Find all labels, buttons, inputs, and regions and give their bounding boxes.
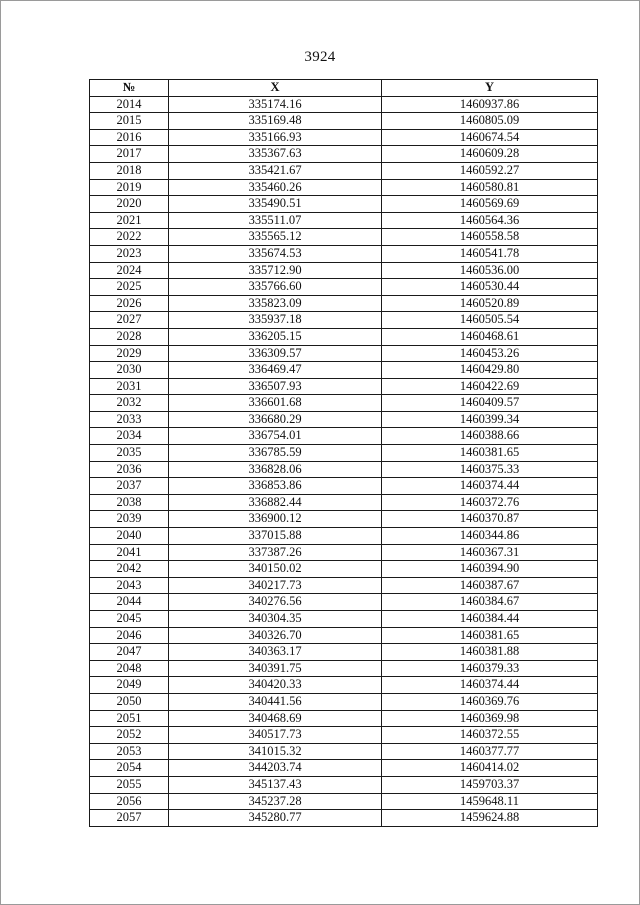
cell-y: 1460429.80 (382, 362, 598, 379)
table-row (90, 212, 598, 229)
cell-x: 340276.56 (169, 594, 382, 611)
cell-number: 2014 (90, 96, 169, 113)
cell-x: 336507.93 (169, 378, 382, 395)
table-row (90, 96, 598, 113)
cell-y: 1460505.54 (382, 312, 598, 329)
coordinates-table (89, 79, 598, 827)
table-row (90, 561, 598, 578)
table-row (90, 162, 598, 179)
cell-number: 2023 (90, 245, 169, 262)
cell-number: 2041 (90, 544, 169, 561)
cell-x: 335766.60 (169, 279, 382, 296)
cell-number: 2021 (90, 212, 169, 229)
table-row (90, 611, 598, 628)
cell-x: 335937.18 (169, 312, 382, 329)
cell-x: 336309.57 (169, 345, 382, 362)
cell-number: 2048 (90, 660, 169, 677)
table-row (90, 810, 598, 827)
cell-y: 1460381.88 (382, 644, 598, 661)
cell-y: 1460370.87 (382, 511, 598, 528)
table-row (90, 146, 598, 163)
cell-y: 1460409.57 (382, 395, 598, 412)
cell-y: 1460381.65 (382, 627, 598, 644)
cell-y: 1460387.67 (382, 577, 598, 594)
cell-number: 2027 (90, 312, 169, 329)
table-row (90, 544, 598, 561)
cell-number: 2056 (90, 793, 169, 810)
cell-y: 1460377.77 (382, 743, 598, 760)
cell-number: 2032 (90, 395, 169, 412)
cell-x: 335490.51 (169, 196, 382, 213)
cell-number: 2019 (90, 179, 169, 196)
cell-y: 1460422.69 (382, 378, 598, 395)
table-row (90, 660, 598, 677)
cell-number: 2024 (90, 262, 169, 279)
cell-number: 2038 (90, 494, 169, 511)
cell-number: 2034 (90, 428, 169, 445)
table-row (90, 727, 598, 744)
cell-number: 2025 (90, 279, 169, 296)
cell-number: 2051 (90, 710, 169, 727)
table-row (90, 776, 598, 793)
cell-number: 2043 (90, 577, 169, 594)
cell-x: 335166.93 (169, 129, 382, 146)
cell-x: 345237.28 (169, 793, 382, 810)
table-row (90, 644, 598, 661)
page-number: 3924 (304, 49, 336, 65)
cell-number: 2037 (90, 478, 169, 495)
cell-y: 1460367.31 (382, 544, 598, 561)
table-row (90, 245, 598, 262)
cell-number: 2029 (90, 345, 169, 362)
table-header-row (90, 80, 598, 97)
table-row (90, 594, 598, 611)
cell-x: 337015.88 (169, 528, 382, 545)
cell-y: 1460414.02 (382, 760, 598, 777)
table-row (90, 362, 598, 379)
table-row (90, 677, 598, 694)
cell-y: 1460564.36 (382, 212, 598, 229)
cell-y: 1460569.69 (382, 196, 598, 213)
table-row (90, 743, 598, 760)
cell-x: 335421.67 (169, 162, 382, 179)
cell-x: 336601.68 (169, 395, 382, 412)
cell-y: 1459624.88 (382, 810, 598, 827)
cell-number: 2050 (90, 693, 169, 710)
cell-number: 2015 (90, 113, 169, 130)
table-body (90, 96, 598, 826)
cell-x: 336785.59 (169, 445, 382, 462)
cell-number: 2039 (90, 511, 169, 528)
table-row (90, 494, 598, 511)
cell-x: 335367.63 (169, 146, 382, 163)
cell-x: 335169.48 (169, 113, 382, 130)
cell-x: 340391.75 (169, 660, 382, 677)
table-row (90, 627, 598, 644)
cell-number: 2057 (90, 810, 169, 827)
cell-number: 2049 (90, 677, 169, 694)
cell-number: 2047 (90, 644, 169, 661)
cell-x: 336469.47 (169, 362, 382, 379)
cell-x: 340441.56 (169, 693, 382, 710)
cell-x: 336900.12 (169, 511, 382, 528)
cell-number: 2031 (90, 378, 169, 395)
cell-x: 341015.32 (169, 743, 382, 760)
cell-x: 335460.26 (169, 179, 382, 196)
table-row (90, 577, 598, 594)
cell-y: 1460937.86 (382, 96, 598, 113)
header-number: № (90, 80, 169, 97)
cell-y: 1460388.66 (382, 428, 598, 445)
cell-y: 1460381.65 (382, 445, 598, 462)
cell-x: 335823.09 (169, 295, 382, 312)
table-row (90, 461, 598, 478)
header-y: Y (382, 80, 598, 97)
cell-y: 1460536.00 (382, 262, 598, 279)
cell-number: 2036 (90, 461, 169, 478)
cell-number: 2018 (90, 162, 169, 179)
cell-y: 1460530.44 (382, 279, 598, 296)
table-row (90, 345, 598, 362)
cell-number: 2017 (90, 146, 169, 163)
cell-number: 2030 (90, 362, 169, 379)
cell-x: 345137.43 (169, 776, 382, 793)
cell-x: 340468.69 (169, 710, 382, 727)
table-row (90, 295, 598, 312)
cell-x: 340326.70 (169, 627, 382, 644)
cell-y: 1460609.28 (382, 146, 598, 163)
cell-y: 1460558.58 (382, 229, 598, 246)
table-row (90, 395, 598, 412)
cell-number: 2055 (90, 776, 169, 793)
table-row (90, 528, 598, 545)
table-row (90, 511, 598, 528)
cell-y: 1460379.33 (382, 660, 598, 677)
table-row (90, 793, 598, 810)
table-row (90, 710, 598, 727)
cell-y: 1460344.86 (382, 528, 598, 545)
cell-x: 336853.86 (169, 478, 382, 495)
cell-number: 2035 (90, 445, 169, 462)
table-row (90, 312, 598, 329)
table-row (90, 179, 598, 196)
cell-number: 2026 (90, 295, 169, 312)
cell-y: 1460374.44 (382, 677, 598, 694)
cell-y: 1460674.54 (382, 129, 598, 146)
cell-number: 2022 (90, 229, 169, 246)
cell-y: 1460369.76 (382, 693, 598, 710)
table-row (90, 328, 598, 345)
cell-y: 1459703.37 (382, 776, 598, 793)
cell-number: 2053 (90, 743, 169, 760)
table-row (90, 693, 598, 710)
cell-x: 336754.01 (169, 428, 382, 445)
cell-y: 1460394.90 (382, 561, 598, 578)
cell-number: 2054 (90, 760, 169, 777)
cell-x: 340420.33 (169, 677, 382, 694)
table-row (90, 428, 598, 445)
cell-x: 340150.02 (169, 561, 382, 578)
cell-number: 2044 (90, 594, 169, 611)
cell-y: 1460399.34 (382, 411, 598, 428)
cell-y: 1460541.78 (382, 245, 598, 262)
table-row (90, 445, 598, 462)
cell-number: 2028 (90, 328, 169, 345)
cell-y: 1460372.55 (382, 727, 598, 744)
table-row (90, 378, 598, 395)
cell-y: 1460374.44 (382, 478, 598, 495)
cell-y: 1460384.67 (382, 594, 598, 611)
cell-x: 335712.90 (169, 262, 382, 279)
cell-x: 337387.26 (169, 544, 382, 561)
table-row (90, 279, 598, 296)
cell-y: 1460375.33 (382, 461, 598, 478)
cell-x: 335674.53 (169, 245, 382, 262)
cell-y: 1460520.89 (382, 295, 598, 312)
table-row (90, 478, 598, 495)
cell-x: 335174.16 (169, 96, 382, 113)
cell-number: 2020 (90, 196, 169, 213)
cell-number: 2016 (90, 129, 169, 146)
cell-number: 2045 (90, 611, 169, 628)
cell-number: 2046 (90, 627, 169, 644)
cell-x: 335511.07 (169, 212, 382, 229)
cell-y: 1460468.61 (382, 328, 598, 345)
table-row (90, 229, 598, 246)
cell-y: 1460805.09 (382, 113, 598, 130)
cell-x: 340217.73 (169, 577, 382, 594)
cell-y: 1460372.76 (382, 494, 598, 511)
cell-x: 336882.44 (169, 494, 382, 511)
cell-x: 336680.29 (169, 411, 382, 428)
table-row (90, 411, 598, 428)
cell-y: 1460384.44 (382, 611, 598, 628)
cell-number: 2042 (90, 561, 169, 578)
cell-x: 345280.77 (169, 810, 382, 827)
cell-x: 340363.17 (169, 644, 382, 661)
cell-number: 2052 (90, 727, 169, 744)
table-row (90, 760, 598, 777)
cell-x: 340517.73 (169, 727, 382, 744)
cell-x: 335565.12 (169, 229, 382, 246)
cell-x: 336828.06 (169, 461, 382, 478)
table-row (90, 262, 598, 279)
table-row (90, 196, 598, 213)
cell-y: 1459648.11 (382, 793, 598, 810)
cell-x: 336205.15 (169, 328, 382, 345)
cell-y: 1460592.27 (382, 162, 598, 179)
cell-y: 1460580.81 (382, 179, 598, 196)
header-x: X (169, 80, 382, 97)
table-row (90, 129, 598, 146)
cell-x: 344203.74 (169, 760, 382, 777)
cell-y: 1460369.98 (382, 710, 598, 727)
cell-number: 2033 (90, 411, 169, 428)
cell-number: 2040 (90, 528, 169, 545)
cell-x: 340304.35 (169, 611, 382, 628)
table-row (90, 113, 598, 130)
cell-y: 1460453.26 (382, 345, 598, 362)
